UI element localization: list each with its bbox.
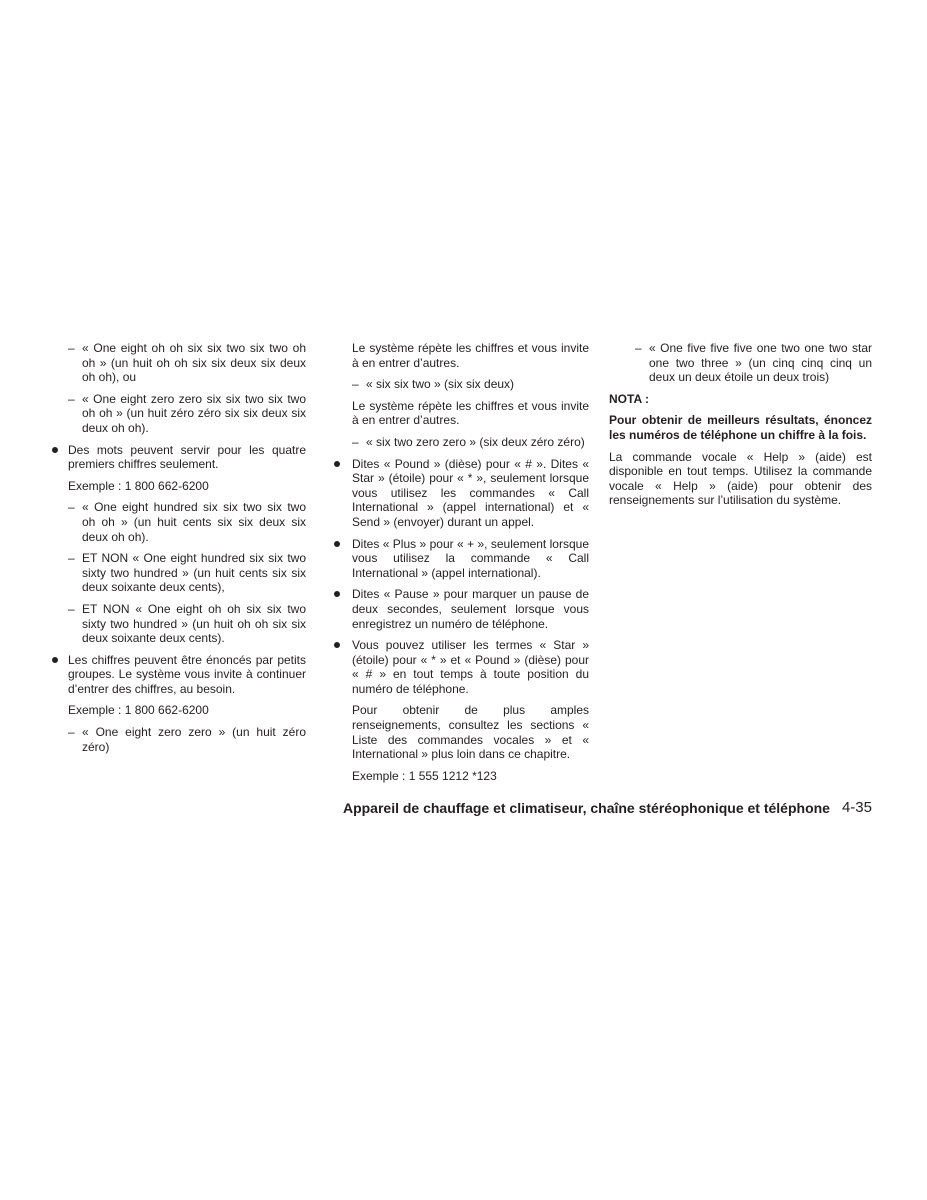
example-text: Exemple : 1 555 1212 *123 [352,768,497,783]
list-item-dash: – « six two zero zero » (six deux zéro zéro) [352,435,589,450]
text-column-3 [609,341,872,515]
paragraph: Le système répète les chiffres et vous invite à en entrer d’autres. [352,398,589,428]
text-column-2 [334,341,589,790]
list-item-bullet: Les chiffres peuvent être énoncés par petits groupes. Le système vous invite à continuer d’entrer des chiffres, au besoin. [52,653,306,697]
page-number: 4-35 [841,799,872,816]
example-text: Exemple : 1 800 662-6200 [68,703,209,718]
nota-label: NOTA : [609,391,649,406]
paragraph: La commande vocale « Help » (aide) est disponible en tout temps. Utilisez la commande vocale « Help » (aide) pour obtenir des renseignements sur l’utilisation du système. [609,449,872,508]
list-item-dash: – « One eight zero zero six six two six two oh oh » (un huit zéro zéro six six deux six deux oh oh). [68,392,306,436]
footer-section-title: Appareil de chauffage et climatiseur, chaîne stéréophonique et téléphone [342,800,830,816]
page-footer [340,799,872,817]
list-item-bullet: Dites « Plus » pour « + », seulement lorsque vous utilisez la commande « Call International » (appel international). [334,537,589,581]
text-column-1 [52,341,306,761]
example-text: Exemple : 1 800 662-6200 [68,478,209,493]
list-item-dash: – ET NON « One eight hundred six six two sixty two hundred » (un huit cents six six deux soixante deux cents), [68,551,306,595]
list-item-bullet: Des mots peuvent servir pour les quatre premiers chiffres seulement. [52,443,306,472]
list-item-dash: – « six six two » (six six deux) [352,377,589,392]
list-item-bullet: Dites « Pound » (dièse) pour « # ». Dites « Star » (étoile) pour « * », seulement lorsque vous utilisez les commandes « Call International » (appel international) et « Send » (envoyer) durant un appel. [334,457,589,530]
paragraph: Pour obtenir de plus amples renseignements, consultez les sections « Liste des commandes vocales » et « International » plus loin dans ce chapitre. [352,703,589,762]
list-item-bullet: Dites « Pause » pour marquer un pause de deux secondes, seulement lorsque vous enregistrez un numéro de téléphone. [334,587,589,631]
list-item-bullet: Vous pouvez utiliser les termes « Star » (étoile) pour « * » et « Pound » (dièse) pour « # » en tout temps à toute position du numéro de téléphone. [334,638,589,696]
list-item-dash: – « One eight oh oh six six two six two oh oh » (un huit oh oh six six deux six deux oh oh), ou [68,341,306,385]
nota-text: Pour obtenir de meilleurs résultats, énoncez les numéros de téléphone un chiffre à la fois. [609,413,872,442]
list-item-dash: – « One eight hundred six six two six two oh oh » (un huit cents six six deux six deux oh oh). [68,500,306,544]
list-item-dash: – « One eight zero zero » (un huit zéro zéro) [68,725,306,754]
list-item-dash: – « One five five five one two one two star one two three » (un cinq cinq cinq un deux un deux étoile un deux trois) [635,341,872,385]
paragraph: Le système répète les chiffres et vous invite à en entrer d’autres. [352,341,589,370]
list-item-dash: – ET NON « One eight oh oh six six two sixty two hundred » (un huit oh oh six six deux soixante deux cents). [68,602,306,646]
